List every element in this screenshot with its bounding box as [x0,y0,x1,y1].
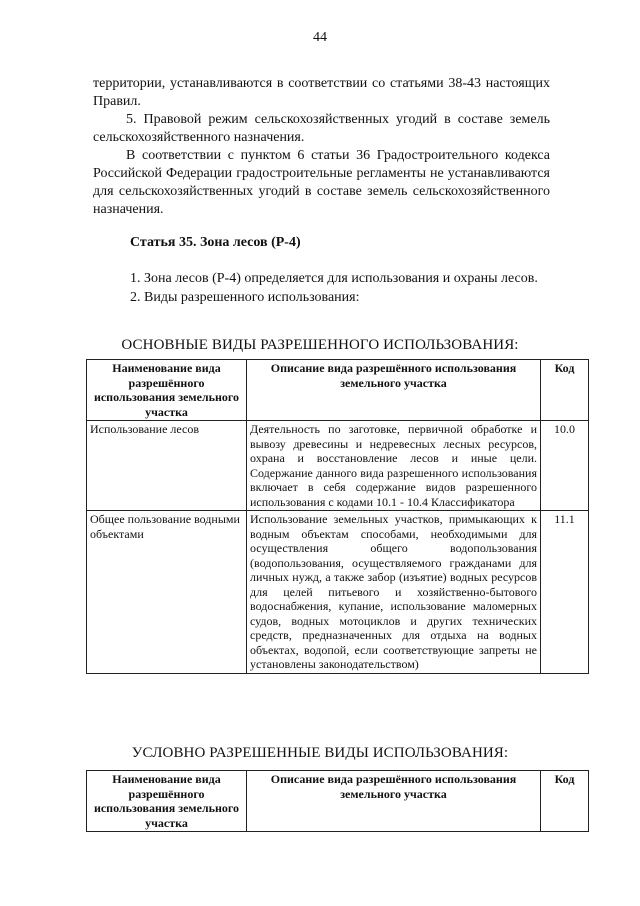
use-code: 10.0 [541,421,589,511]
table-row [87,421,589,511]
use-description: Деятельность по заготовке, первичной обработке и вывозу древесины и недревесных лесных ресурсов, охрана и восстановление лесов и иные цели. Содержание данного вида разрешенного использования включает в себя содержание видов разрешенного использования с кодами 10.1 - 10.4 Классификатора [247,421,541,511]
header-description: Описание вида разрешённого использования земельного участка [247,771,541,832]
header-name: Наименование вида разрешённого использования земельного участка [87,771,247,832]
use-description: Использование земельных участков, примыкающих к водным объектам способами, необходимыми для осуществления общего водопользования (водопользования, осуществляемого гражданами для личных нужд, а также забор (изъятие) водных ресурсов для целей питьевого и хозяйственно-бытового водоснабжения, купание, использование маломерных судов, водных мотоциклов и других технических средств, предназначенных для отдыха на водных объектах, водопой, если соответствующие запреты не установлены законодательством) [247,511,541,674]
main-uses-title: ОСНОВНЫЕ ВИДЫ РАЗРЕШЕННОГО ИСПОЛЬЗОВАНИЯ: [121,337,519,353]
table-row [87,511,589,674]
table-header-row [87,771,589,832]
paragraph-legal-regime: 5. Правовой режим сельскохозяйственных угодий в составе земель сельскохозяйственного назначения. [93,112,550,145]
paragraph-urban-code: В соответствии с пунктом 6 статьи 36 Градостроительного кодекса Российской Федерации градостроительные регламенты не устанавливаются для сельскохозяйственных угодий в составе земель сельскохозяйственного назначения. [93,148,550,217]
header-description: Описание вида разрешённого использования земельного участка [247,360,541,421]
article-heading: Статья 35. Зона лесов (Р-4) [130,235,301,250]
article-item-1: 1. Зона лесов (Р-4) определяется для использования и охраны лесов. [130,271,538,286]
header-code: Код [541,771,589,832]
conditional-uses-table [86,770,589,832]
page-number: 44 [313,30,327,45]
use-name: Использование лесов [87,421,247,511]
main-uses-table [86,359,589,674]
conditional-uses-title: УСЛОВНО РАЗРЕШЕННЫЕ ВИДЫ ИСПОЛЬЗОВАНИЯ: [131,745,509,761]
header-code: Код [541,360,589,421]
use-name: Общее пользование водными объектами [87,511,247,674]
table-header-row [87,360,589,421]
use-code: 11.1 [541,511,589,674]
paragraph-continuation: территории, устанавливаются в соответствии со статьями 38-43 настоящих Правил. [93,76,550,109]
header-name: Наименование вида разрешённого использования земельного участка [87,360,247,421]
article-item-2: 2. Виды разрешенного использования: [130,290,360,305]
